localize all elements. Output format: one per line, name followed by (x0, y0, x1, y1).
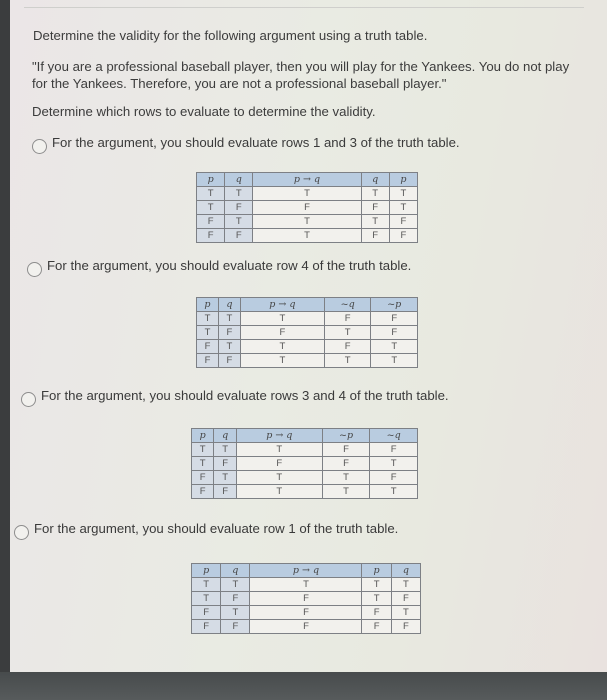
table-header-row (197, 173, 418, 187)
cell: F (225, 229, 253, 243)
table-row (197, 187, 418, 201)
window-left-edge (0, 0, 10, 672)
table-row (197, 354, 418, 368)
cell: F (324, 340, 371, 354)
header-cell: q (214, 429, 236, 443)
table-row (192, 471, 418, 485)
cell: F (250, 592, 362, 606)
cell: T (370, 457, 418, 471)
table-row (192, 457, 418, 471)
header-cell: ~p (322, 429, 370, 443)
cell: T (250, 578, 362, 592)
cell: T (391, 606, 420, 620)
header-cell: p → q (250, 564, 362, 578)
cell: T (389, 201, 417, 215)
cell: T (391, 578, 420, 592)
table-row (197, 201, 418, 215)
cell: T (253, 229, 361, 243)
table-header-row (197, 298, 418, 312)
radio-button-icon[interactable] (14, 525, 29, 540)
cell: T (214, 471, 236, 485)
cell: T (322, 471, 370, 485)
cell: F (324, 312, 371, 326)
cell: T (371, 340, 418, 354)
header-cell: p → q (240, 298, 324, 312)
cell: T (192, 443, 214, 457)
cell: F (361, 201, 389, 215)
table-row (192, 592, 421, 606)
cell: T (197, 187, 225, 201)
cell: T (218, 340, 240, 354)
cell: F (197, 340, 219, 354)
header-cell: ~q (324, 298, 371, 312)
table-row (197, 312, 418, 326)
table-row (192, 485, 418, 499)
header-cell: q (221, 564, 250, 578)
cell: T (324, 326, 371, 340)
top-divider (24, 7, 584, 8)
header-cell: p → q (253, 173, 361, 187)
cell: F (250, 620, 362, 634)
table-row (192, 443, 418, 457)
cell: F (370, 443, 418, 457)
table-row (192, 578, 421, 592)
instruction-text: Determine which rows to evaluate to determine the validity. (32, 104, 376, 119)
cell: F (389, 229, 417, 243)
header-cell: p (389, 173, 417, 187)
cell: T (361, 215, 389, 229)
cell: T (225, 187, 253, 201)
answer-option-3[interactable] (21, 384, 449, 407)
cell: F (192, 485, 214, 499)
header-cell: ~p (371, 298, 418, 312)
cell: F (322, 457, 370, 471)
cell: T (370, 485, 418, 499)
table-row (197, 340, 418, 354)
cell: F (221, 620, 250, 634)
cell: T (197, 201, 225, 215)
cell: T (225, 215, 253, 229)
cell: T (236, 443, 322, 457)
header-cell: p (192, 564, 221, 578)
cell: F (371, 326, 418, 340)
truth-table-option-3 (191, 428, 418, 499)
cell: T (236, 485, 322, 499)
cell: T (322, 485, 370, 499)
radio-button-icon[interactable] (32, 139, 47, 154)
cell: F (240, 326, 324, 340)
cell: F (197, 215, 225, 229)
header-cell: q (218, 298, 240, 312)
table-row (192, 620, 421, 634)
cell: F (362, 620, 391, 634)
cell: T (389, 187, 417, 201)
option-label: For the argument, you should evaluate row 4 of the truth table. (47, 258, 412, 273)
table-row (197, 326, 418, 340)
cell: F (214, 485, 236, 499)
cell: T (253, 215, 361, 229)
cell: T (240, 312, 324, 326)
cell: F (371, 312, 418, 326)
truth-table-option-4 (191, 563, 421, 634)
cell: T (221, 606, 250, 620)
cell: T (192, 592, 221, 606)
cell: F (197, 229, 225, 243)
table-row (197, 229, 418, 243)
answer-option-2[interactable] (27, 254, 411, 277)
cell: T (192, 578, 221, 592)
cell: T (362, 578, 391, 592)
cell: T (218, 312, 240, 326)
header-cell: p (197, 173, 225, 187)
cell: T (240, 354, 324, 368)
cell: F (218, 354, 240, 368)
header-cell: p (197, 298, 219, 312)
question-title: Determine the validity for the following argument using a truth table. (33, 28, 428, 43)
cell: T (236, 471, 322, 485)
cell: F (218, 326, 240, 340)
header-cell: p → q (236, 429, 322, 443)
cell: T (253, 187, 361, 201)
option-label: For the argument, you should evaluate row 1 of the truth table. (34, 521, 399, 536)
cell: F (322, 443, 370, 457)
cell: F (225, 201, 253, 215)
cell: F (362, 606, 391, 620)
cell: F (391, 592, 420, 606)
cell: F (192, 620, 221, 634)
cell: F (361, 229, 389, 243)
cell: T (221, 578, 250, 592)
truth-table-option-2 (196, 297, 418, 368)
cell: F (192, 606, 221, 620)
truth-table-option-1 (196, 172, 418, 243)
header-cell: q (361, 173, 389, 187)
cell: T (197, 326, 219, 340)
cell: F (370, 471, 418, 485)
cell: F (221, 592, 250, 606)
cell: T (362, 592, 391, 606)
cell: T (371, 354, 418, 368)
answer-option-1[interactable] (32, 131, 460, 154)
option-label: For the argument, you should evaluate rows 1 and 3 of the truth table. (52, 135, 460, 150)
option-label: For the argument, you should evaluate rows 3 and 4 of the truth table. (41, 388, 449, 403)
argument-text: "If you are a professional baseball player, then you will play for the Yankees. You do not play for the Yankees. Therefore, you are not a professional baseball player." (32, 59, 570, 91)
header-cell: q (391, 564, 420, 578)
table-header-row (192, 564, 421, 578)
table-row (192, 606, 421, 620)
cell: F (391, 620, 420, 634)
header-cell: q (225, 173, 253, 187)
cell: F (192, 471, 214, 485)
cell: T (197, 312, 219, 326)
cell: F (250, 606, 362, 620)
table-row (197, 215, 418, 229)
cell: T (361, 187, 389, 201)
cell: T (240, 340, 324, 354)
header-cell: ~q (370, 429, 418, 443)
radio-button-icon[interactable] (27, 262, 42, 277)
radio-button-icon[interactable] (21, 392, 36, 407)
cell: F (253, 201, 361, 215)
header-cell: p (362, 564, 391, 578)
cell: F (197, 354, 219, 368)
cell: F (236, 457, 322, 471)
cell: T (192, 457, 214, 471)
header-cell: p (192, 429, 214, 443)
bottom-bar (0, 672, 607, 700)
cell: T (214, 443, 236, 457)
cell: F (214, 457, 236, 471)
answer-option-4[interactable] (14, 517, 398, 540)
cell: F (389, 215, 417, 229)
table-header-row (192, 429, 418, 443)
cell: T (324, 354, 371, 368)
